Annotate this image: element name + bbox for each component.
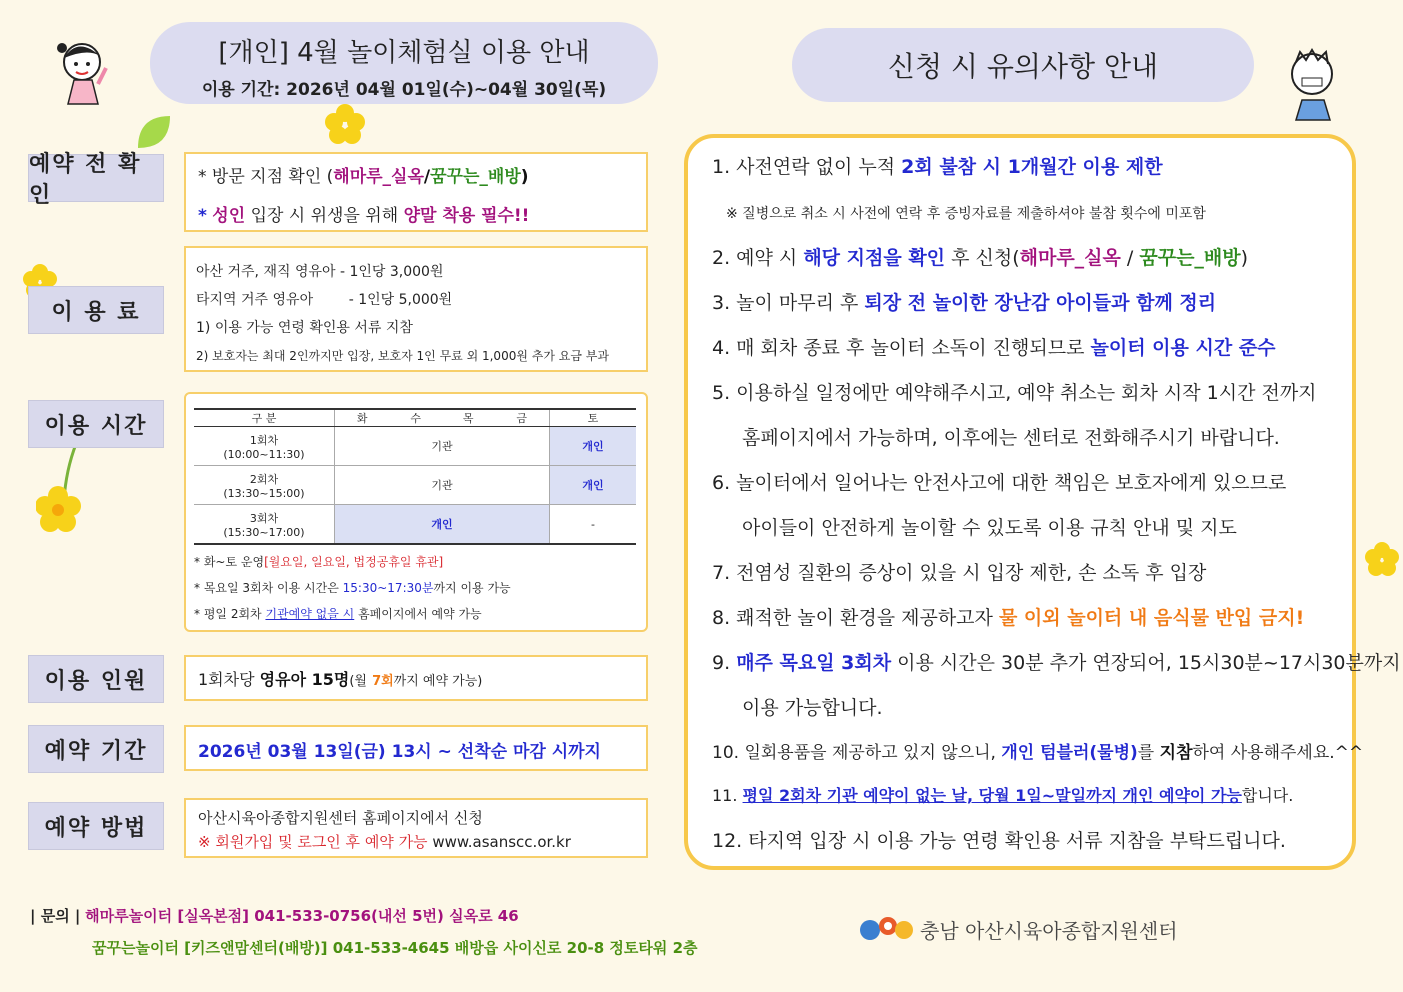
notice-item-4: 4. 매 회차 종료 후 놀이터 소독이 진행되므로 놀이터 이용 시간 준수 (712, 337, 1276, 359)
org-name: 충남 아산시육아종합지원센터 (920, 918, 1178, 943)
fee-line: 2) 보호자는 최대 2인까지만 입장, 보호자 1인 무료 외 1,000원 추가 요금 부과 (196, 349, 609, 363)
section-label-fee: 이 용 료 (28, 286, 164, 334)
session-cell: 1회차 (10:00~11:30) (194, 427, 335, 466)
period-box (184, 725, 648, 771)
page-title: [개인] 4월 놀이체험실 이용 안내 (218, 38, 590, 68)
notice-title: 신청 시 유의사항 안내 (887, 50, 1159, 83)
saturday-cell: 개인 (550, 427, 637, 466)
notice-item-9-cont: 이용 가능합니다. (742, 697, 883, 719)
notice-item-5: 5. 이용하실 일정에만 예약해주시고, 예약 취소는 회차 시작 1시간 전까지 (712, 382, 1317, 404)
fee-line: 타지역 거주 영유아 - 1인당 5,000원 (196, 292, 453, 308)
hours-note-1: * 화~토 운영[월요일, 일요일, 법정공휴일 휴관] (194, 555, 444, 569)
fee-box (184, 246, 648, 372)
notice-item-8: 8. 쾌적한 놀이 환경을 제공하고자 물 이외 놀이터 내 음식물 반입 금지! (712, 607, 1305, 629)
table-header: 목 (442, 409, 495, 427)
table-row (194, 505, 636, 545)
girl-doodle (48, 34, 128, 114)
notice-item-5-cont: 홈페이지에서 가능하며, 이후에는 센터로 전화해주시기 바랍니다. (742, 427, 1280, 449)
method-box (184, 798, 648, 858)
green-leaf (134, 112, 174, 152)
footer-contact (30, 900, 698, 964)
notice-item-6-cont: 아이들이 안전하게 놀이할 수 있도록 이용 규칙 안내 및 지도 (742, 517, 1237, 539)
contact-label: | 문의 | (30, 907, 81, 925)
section-label-period: 예약 기간 (28, 725, 164, 773)
hours-note-2: * 목요일 3회차 이용 시간은 15:30~17:30분까지 이용 가능 (194, 581, 511, 595)
session-cell: 2회차 (13:30~15:00) (194, 466, 335, 505)
method-line-2: ※ 회원가입 및 로그인 후 예약 가능 www.asanscc.or.kr (198, 833, 571, 851)
table-row (194, 466, 636, 505)
left-header (150, 22, 658, 104)
notice-item-10: 10. 일회용품을 제공하고 있지 않으니, 개인 텀블러(물병)를 지참하여 사용해주세요.^^ (712, 743, 1364, 763)
weekday-cell: 기관 (335, 466, 550, 505)
table-header: 화 (335, 409, 390, 427)
right-header (792, 28, 1254, 102)
contact-line-2: 꿈꾸는놀이터 [키즈앤맘센터(배방)] 041-533-4645 배방읍 사이신로 20-8 정토타워 2층 (92, 939, 698, 957)
fee-line: 아산 거주, 재직 영유아 - 1인당 3,000원 (196, 264, 444, 280)
table-row (194, 427, 636, 466)
notice-item-3: 3. 놀이 마무리 후 퇴장 전 놀이한 장난감 아이들과 함께 정리 (712, 292, 1217, 314)
section-label-hours: 이용 시간 (28, 400, 164, 448)
fee-line: 1) 이용 가능 연령 확인용 서류 지참 (196, 320, 413, 336)
schedule-table (194, 408, 636, 545)
method-line-1: 아산시육아종합지원센터 홈페이지에서 신청 (198, 809, 483, 827)
saturday-cell: 개인 (550, 466, 637, 505)
notice-item-7: 7. 전염성 질환의 증상이 있을 시 입장 제한, 손 소독 후 입장 (712, 562, 1207, 584)
notice-item-6: 6. 놀이터에서 일어나는 안전사고에 대한 책임은 보호자에게 있으므로 (712, 472, 1287, 494)
confirm-line-1: * 방문 지점 확인 (해마루_실옥/꿈꾸는_배방) (198, 167, 529, 187)
notice-item-11: 11. 평일 2회차 기관 예약이 없는 날, 당월 1일~말일까지 개인 예약이 가능합니다. (712, 786, 1294, 805)
notice-item-2: 2. 예약 시 해당 지점을 확인 후 신청(해마루_실옥 / 꿈꾸는_배방) (712, 247, 1249, 269)
session-cell: 3회차 (15:30~17:00) (194, 505, 335, 545)
table-header: 수 (389, 409, 442, 427)
website-link[interactable]: www.asanscc.or.kr (432, 833, 571, 851)
usage-period: 이용 기간: 2026년 04월 01일(수)~04월 30일(목) (201, 80, 607, 100)
notice-item-1: 1. 사전연락 없이 누적 2회 불참 시 1개월간 이용 제한 (712, 156, 1163, 178)
table-header: 토 (550, 409, 637, 427)
weekday-cell: 개인 (335, 505, 550, 545)
table-header-row (194, 409, 636, 427)
boy-doodle (1278, 44, 1358, 124)
capacity-box: 1회차당 영유아 15명(월 7회까지 예약 가능) (184, 655, 648, 701)
section-label-method: 예약 방법 (28, 802, 164, 850)
contact-line-1: 해마루놀이터 [실옥본점] 041-533-0756(내선 5번) 실옥로 46 (85, 907, 519, 925)
notice-item-12: 12. 타지역 입장 시 이용 가능 연령 확인용 서류 지참을 부탁드립니다. (712, 830, 1286, 852)
logo-icon (858, 912, 916, 946)
org-logo (858, 912, 1178, 946)
weekday-cell: 기관 (335, 427, 550, 466)
saturday-cell: - (550, 505, 637, 545)
hours-box (184, 392, 648, 632)
section-label-confirm: 예약 전 확인 (28, 154, 164, 202)
hours-note-3: * 평일 2회차 기관예약 없을 시 홈페이지에서 예약 가능 (194, 607, 482, 621)
yellow-flower (36, 440, 96, 540)
notice-item-1-sub: ※ 질병으로 취소 시 사전에 연락 후 증빙자료를 제출하셔야 불참 횟수에 미포함 (726, 206, 1206, 222)
reservation-period-text: 2026년 03월 13일(금) 13시 ~ 선착순 마감 시까지 (198, 742, 601, 762)
notice-item-9: 9. 매주 목요일 3회차 이용 시간은 30분 추가 연장되어, 15시30분~17시30분까지 (712, 652, 1401, 674)
yellow-flower (1362, 540, 1402, 580)
table-header: 구 분 (194, 409, 335, 427)
confirm-box (184, 152, 648, 232)
section-label-capacity: 이용 인원 (28, 655, 164, 703)
yellow-flower (320, 100, 370, 150)
confirm-line-2: * 성인 입장 시 위생을 위해 양말 착용 필수!! (198, 206, 530, 226)
table-header: 금 (495, 409, 550, 427)
